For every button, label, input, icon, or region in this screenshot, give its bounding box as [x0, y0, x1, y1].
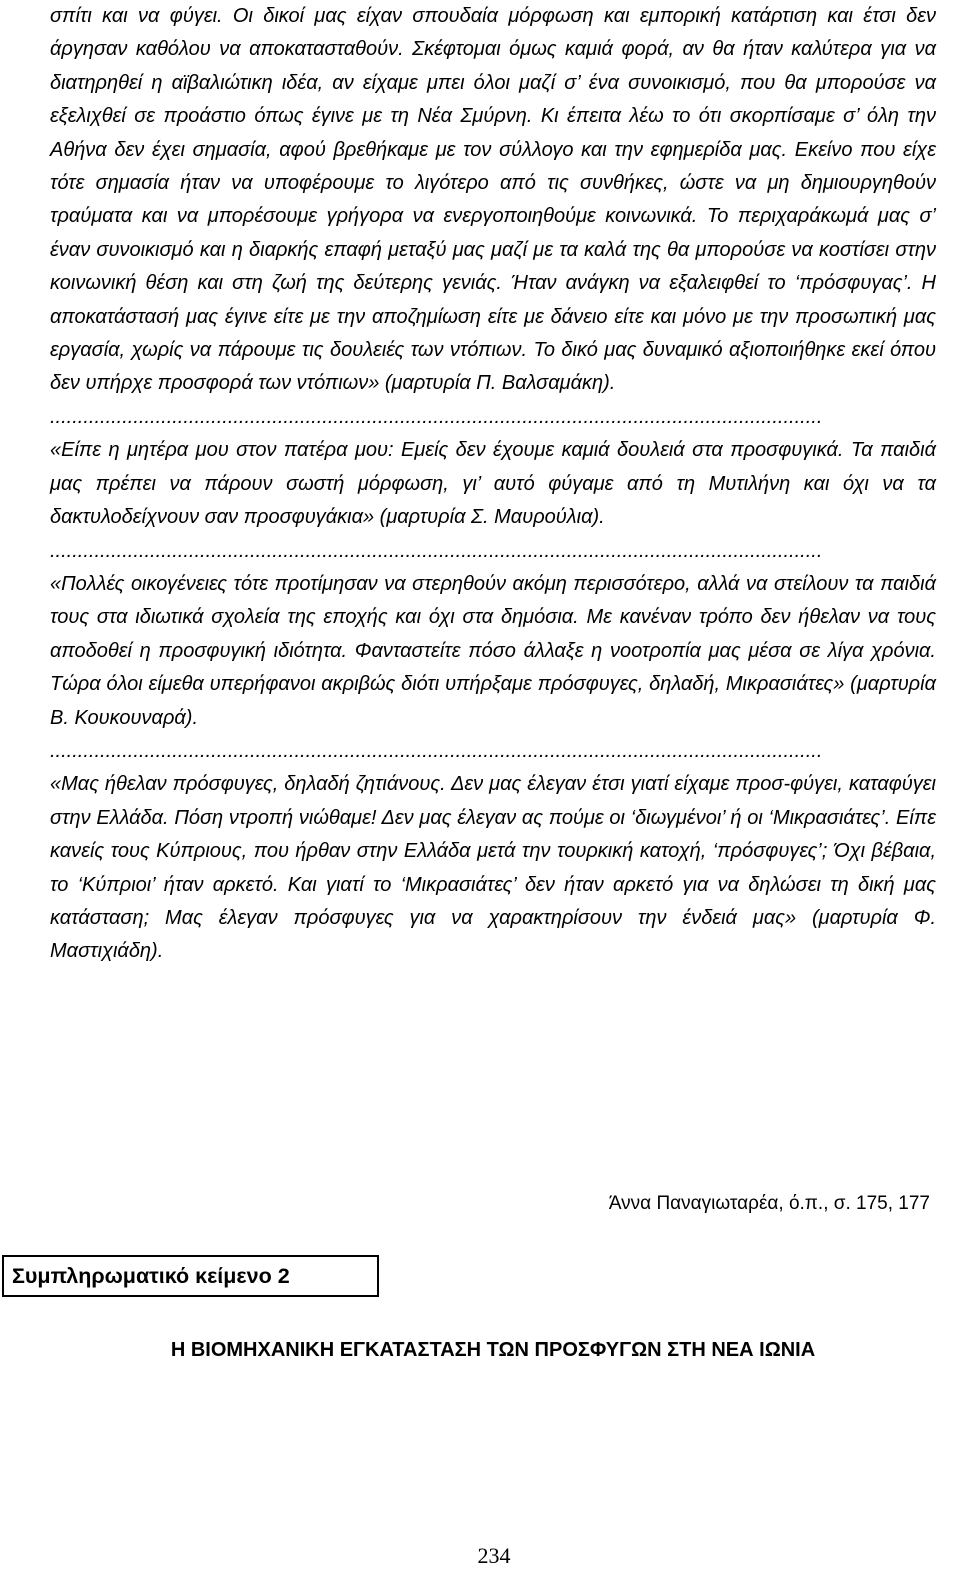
section-heading: Η ΒΙΟΜΗΧΑΝΙΚΗ ΕΓΚΑΤΑΣΤΑΣΗ ΤΩΝ ΠΡΟΣΦΥΓΩΝ ΣΤΗ ΝΕΑ ΙΩΝΙΑ — [170, 1339, 816, 1361]
source-citation: Άννα Παναγιωταρέα, ό.π., σ. 175, 177 — [608, 1193, 930, 1214]
testimony-paragraph-valsamakis: σπίτι και να φύγει. Οι δικοί μας είχαν σπουδαία μόρφωση και εμπορική κατάρτιση και έτσι δεν άργησαν καθόλου να αποκατασταθούν. Σκέφτομαι όμως καμιά φορά, αν θα ήταν καλύτερα για να διατηρηθεί η αϊβαλιώτικη ιδέα, αν είχαμε μπει όλοι μαζί σ’ ένα συνοικισμό, που θα μπορούσε να εξελιχθεί σε προάστιο όπως έγινε με τη Νέα Σμύρνη. Κι έπειτα λέω το ότι σκορπίσαμε σ’ όλη την Αθήνα δεν έχει σημασία, αφού βρεθήκαμε με τον σύλλογο και την εφημερίδα μας. Εκείνο που είχε τότε σημασία ήταν να υποφέρουμε το λιγότερο από τις συνθήκες, ώστε να μη δημιουργηθούν τραύματα και να μπορέσουμε γρήγορα να ενεργοποιηθούμε κοινωνικά. Το περιχαράκωμά μας σ’ έναν συνοικισμό και η διαρκής επαφή μεταξύ μας μαζί με τα καλά της θα μπορούσε να κοστίσει στην κοινωνική θέση και στη ζωή της δεύτερης γενιάς. Ήταν ανάγκη να εξαλειφθεί το ‘πρόσφυγας’. Η αποκατάστασή μας έγινε είτε με την αποζημίωση είτε με δάνειο είτε και μόνο με την προσωπική μας εργασία, χωρίς να πάρουμε τις δουλειές των ντόπιων. Το δικό μας δυναμικό αξιοποιήθηκε εκεί όπου δεν υπήρχε προσφορά των ντόπιων» (μαρτυρία Π. Βαλσαμάκη). — [50, 5, 936, 395]
supplementary-text-box — [2, 1255, 379, 1297]
supplementary-text-label: Συμπληρωματικό κείμενο 2 — [12, 1263, 290, 1288]
page-number: 234 — [477, 1543, 511, 1568]
testimony-paragraph-koukounara: «Πολλές οικογένειες τότε προτίμησαν να στερηθούν ακόμη περισσότερο, αλλά να στείλουν τα παιδιά τους στα ιδιωτικά σχολεία της εποχής και όχι στα δημόσια. Με κανέναν τρόπο δεν ήθελαν να τους αποδοθεί η προσφυγική ιδιότητα. Φανταστείτε πόσο άλλαξε η νοοτροπία μας μέσα σε λίγα χρόνια. Τώρα όλοι είμεθα υπερήφανοι ακριβώς διότι υπήρξαμε πρόσφυγες, δηλαδή, Μικρασιάτες» (μαρτυρία Β. Κουκουναρά). — [50, 572, 936, 729]
separator-dots: ........................................................................................................................................... — [50, 539, 823, 562]
separator-dots: ........................................................................................................................................... — [50, 739, 823, 762]
testimonies-text — [50, 0, 936, 969]
testimony-paragraph-mastichiadis: «Μας ήθελαν πρόσφυγες, δηλαδή ζητιάνους. Δεν μας έλεγαν έτσι γιατί είχαμε προσ-φύγει, καταφύγει στην Ελλάδα. Πόση ντροπή νιώθαμε! Δεν μας έλεγαν ας πούμε οι ‘διωγμένοι’ ή οι ‘Μικρασιάτες’. Είπε κανείς τους Κύπριους, που ήρθαν στην Ελλάδα μετά την τουρκική κατοχή, ‘πρόσφυγες’; Όχι βέβαια, το ‘Κύπριοι’ ήταν αρκετό. Και γιατί το ‘Μικρασιάτες’ δεν ήταν αρκετό για να δηλώσει τη δική μας κατάσταση; Μας έλεγαν πρόσφυγες για να χαρακτηρίσουν την ένδειά μας» (μαρτυρία Φ. Μαστιχιάδη). — [50, 773, 936, 963]
testimony-paragraph-mavroulia: «Είπε η μητέρα μου στον πατέρα μου: Εμείς δεν έχουμε καμιά δουλειά στα προσφυγικά. Τα παιδιά μας πρέπει να πάρουν σωστή μόρφωση, γι’ αυτό φύγαμε από τη Μυτιλήνη και όχι να τα δακτυλοδείχνουν σαν προσφυγάκια» (μαρτυρία Σ. Μαυρούλια). — [50, 439, 936, 529]
separator-dots: ........................................................................................................................................... — [50, 405, 823, 428]
